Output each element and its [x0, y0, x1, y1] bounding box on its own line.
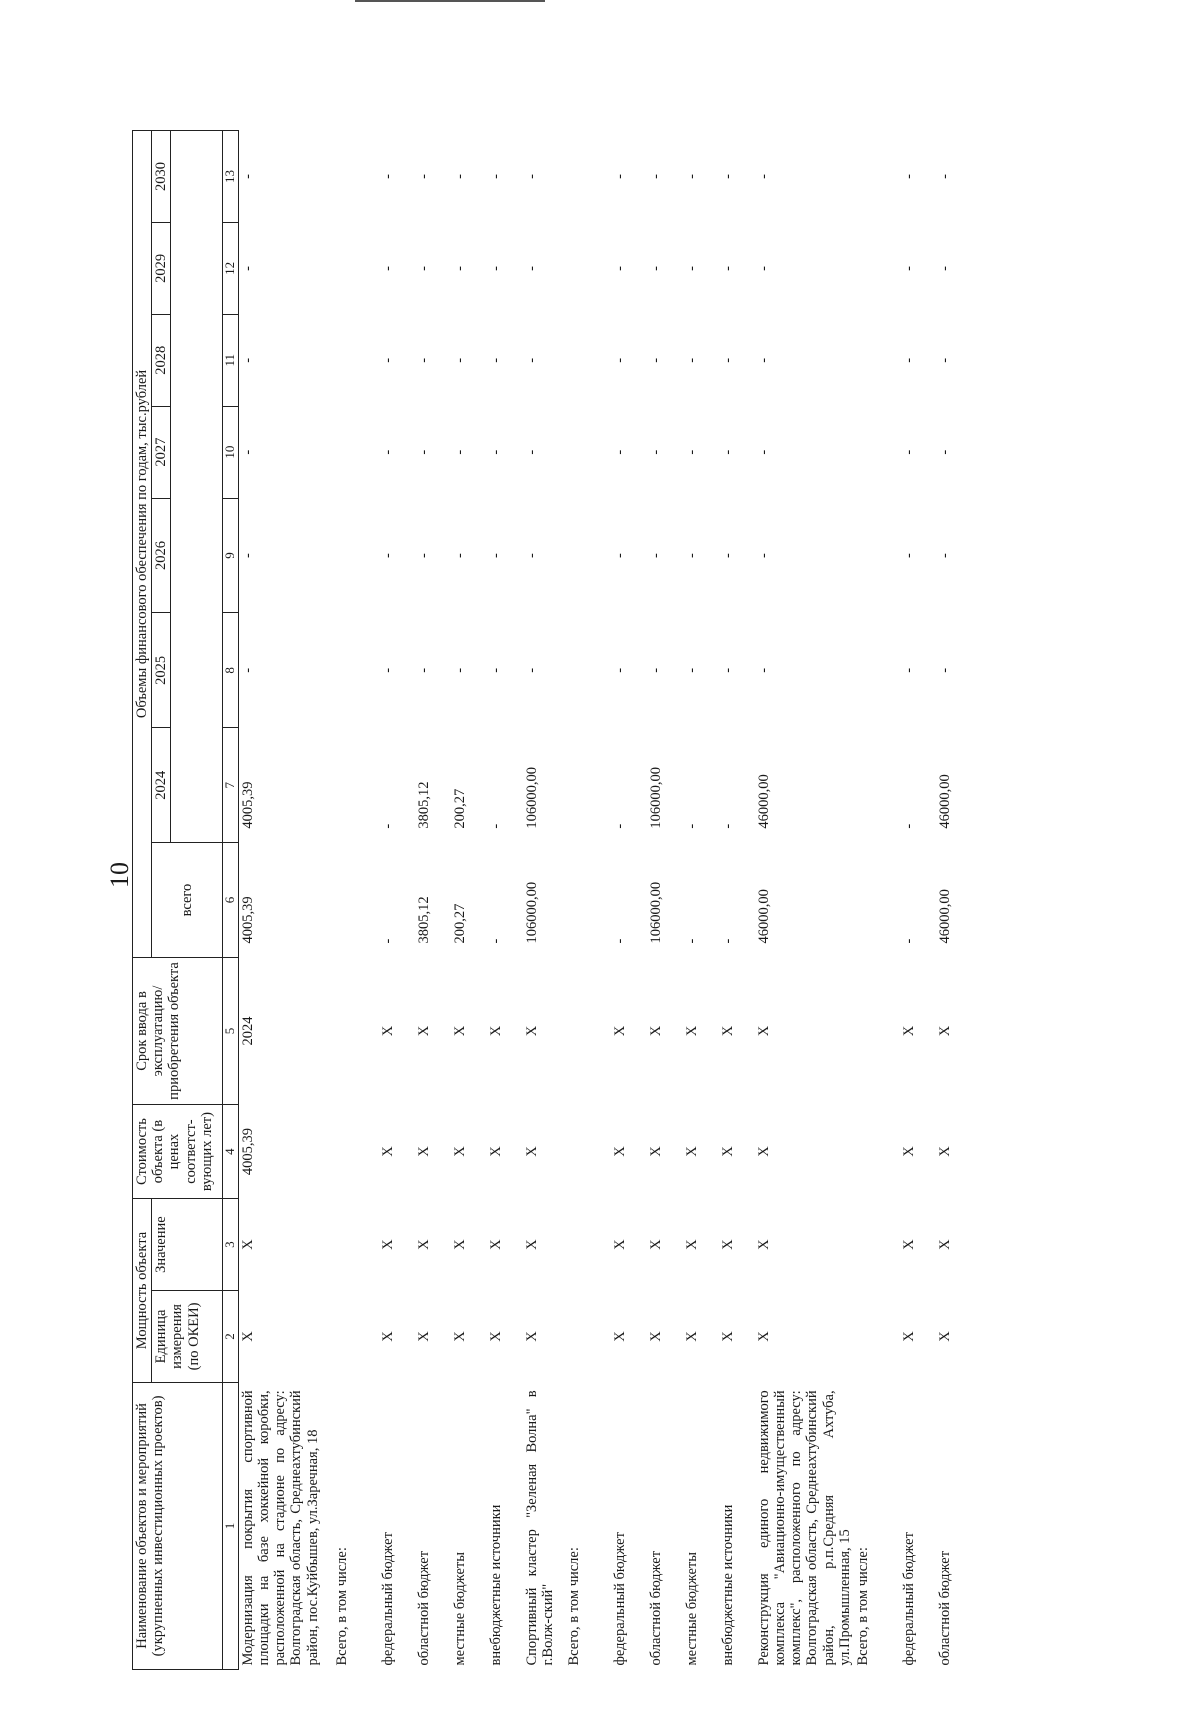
table-cell: 106000,00 [523, 767, 540, 829]
table-cell: X [415, 1025, 432, 1037]
top-scan-line [355, 0, 545, 2]
table-cell [854, 406, 900, 498]
table-cell: - [755, 667, 772, 673]
table-cell: X [901, 1025, 918, 1037]
table-cell: - [755, 265, 772, 271]
table-cell: - [239, 265, 256, 271]
table-cell: - [901, 265, 918, 271]
table-cell: X [523, 1146, 540, 1157]
table-cell: - [611, 265, 628, 271]
table-row [487, 131, 523, 1670]
table-cell: - [647, 449, 664, 455]
table-cell: - [683, 265, 700, 271]
table-cell: X [379, 1025, 396, 1037]
table-cell [565, 957, 611, 1104]
table-cell: - [937, 357, 954, 363]
table-cell: 3805,12 [415, 896, 432, 944]
table-cell: X [937, 1146, 954, 1157]
table-cell [565, 1291, 611, 1383]
header-year: 2026 [152, 498, 171, 613]
table-cell: - [379, 667, 396, 673]
header-col1: Наименование объектов и мероприятий (укрупненных инвестиционных проектов) [133, 1382, 223, 1669]
financing-table [132, 130, 972, 1670]
table-cell [333, 131, 379, 223]
table-cell [333, 222, 379, 314]
table-cell: - [937, 174, 954, 179]
table-cell: 4005,39 [239, 1128, 256, 1176]
table-cell: - [415, 265, 432, 271]
table-cell: X [379, 1239, 396, 1250]
table-cell: X [523, 1331, 540, 1342]
table-cell: X [683, 1025, 700, 1037]
page-number: 10 [105, 862, 134, 888]
table-cell: X [683, 1239, 700, 1250]
table-cell: X [487, 1331, 504, 1342]
table-cell [333, 728, 379, 843]
table-cell: - [683, 449, 700, 455]
row-label: Всего, в том числе: [333, 1547, 350, 1666]
header-spacer [171, 131, 223, 843]
row-label: федеральный бюджет [901, 1532, 918, 1666]
table-body [238, 131, 972, 1670]
table-cell: 200,27 [451, 903, 468, 944]
table-cell: - [451, 174, 468, 179]
header-year: 2028 [152, 314, 171, 406]
header-unit: Единица измерения (по ОКЕИ) [152, 1291, 223, 1383]
table-cell: - [611, 174, 628, 179]
table-cell [854, 1199, 900, 1291]
row-label: областной бюджет [937, 1550, 954, 1666]
table-cell: - [647, 553, 664, 558]
table-cell: X [647, 1331, 664, 1342]
table-cell [565, 1104, 611, 1198]
row-label: областной бюджет [647, 1550, 664, 1666]
table-cell: - [487, 667, 504, 673]
table-cell: - [523, 174, 540, 179]
table-cell: 46000,00 [937, 774, 954, 829]
table-cell: - [901, 553, 918, 558]
table-cell: - [415, 553, 432, 558]
table-cell: X [239, 1331, 256, 1342]
table-cell: - [683, 357, 700, 363]
table-cell: X [611, 1146, 628, 1157]
table-cell: - [487, 553, 504, 558]
column-number: 8 [223, 613, 238, 728]
table-cell [854, 314, 900, 406]
table-cell: - [611, 667, 628, 673]
table-cell: X [647, 1025, 664, 1037]
table-cell: - [487, 265, 504, 271]
row-label: Всего, в том числе: [855, 1547, 872, 1666]
table-cell [565, 728, 611, 843]
table-cell: - [901, 357, 918, 363]
table-cell: 4005,39 [239, 896, 256, 944]
table-cell: - [683, 823, 700, 829]
table-cell: X [937, 1025, 954, 1037]
column-number: 3 [223, 1199, 238, 1291]
column-number: 6 [223, 843, 238, 958]
table-row [238, 131, 333, 1670]
table-cell: X [611, 1331, 628, 1342]
table-cell: - [523, 265, 540, 271]
header-cost: Стоимость объекта (в ценах соответст-вующих лет) [133, 1104, 223, 1198]
table-row [379, 131, 415, 1670]
column-number: 1 [223, 1382, 238, 1669]
table-cell [333, 1104, 379, 1198]
table-cell: - [611, 357, 628, 363]
row-label: Спортивный кластер "Зеленая Волна" в г.Волж-ский" [523, 1390, 556, 1666]
table-cell: X [719, 1331, 736, 1342]
row-label: внебюджетные источники [719, 1504, 736, 1666]
table-cell [854, 1104, 900, 1198]
table-cell: - [487, 449, 504, 455]
table-row [565, 131, 611, 1670]
table-cell: X [451, 1025, 468, 1037]
table-cell [565, 222, 611, 314]
table-cell [333, 498, 379, 613]
column-number: 7 [223, 728, 238, 843]
table-cell: - [487, 357, 504, 363]
table-cell: - [719, 265, 736, 271]
table-cell: X [451, 1146, 468, 1157]
column-number: 11 [223, 314, 238, 406]
table-cell: - [719, 357, 736, 363]
table-cell [333, 1291, 379, 1383]
row-label: Реконструкция единого недвижимого комплекса "Авиационно-имущественный комплекс", расположенного по адресу: Волгоградская область, Среднеахтубинский район, р.п.Средняя Ахтуба, ул.Промышленная, 15 [755, 1390, 853, 1666]
table-cell: X [451, 1239, 468, 1250]
table-cell: - [487, 823, 504, 829]
table-cell: - [755, 553, 772, 558]
row-label: федеральный бюджет [379, 1532, 396, 1666]
column-number: 12 [223, 222, 238, 314]
table-row [415, 131, 451, 1670]
table-cell: X [487, 1239, 504, 1250]
header-term: Срок ввода в эксплуатацию/ приобретения объекта [133, 957, 223, 1104]
table-cell: - [901, 667, 918, 673]
column-number: 13 [223, 131, 238, 223]
table-cell: X [487, 1025, 504, 1037]
table-cell: - [487, 174, 504, 179]
table-cell: - [611, 938, 628, 944]
table-cell: 46000,00 [755, 774, 772, 829]
table-cell: - [901, 449, 918, 455]
table-row [451, 131, 487, 1670]
table-cell: - [379, 265, 396, 271]
table-cell: 3805,12 [415, 781, 432, 829]
table-cell: X [937, 1331, 954, 1342]
table-cell: - [611, 553, 628, 558]
header-power: Мощность объекта [133, 1199, 152, 1383]
table-row [936, 131, 972, 1670]
column-number: 5 [223, 957, 238, 1104]
table-cell: - [451, 357, 468, 363]
table-cell: - [451, 667, 468, 673]
table-cell: - [415, 357, 432, 363]
table-cell: X [683, 1146, 700, 1157]
table-cell: - [415, 667, 432, 673]
table-cell: - [647, 174, 664, 179]
table-cell: - [647, 265, 664, 271]
table-cell: X [901, 1331, 918, 1342]
table-cell: - [755, 449, 772, 455]
table-cell: - [451, 265, 468, 271]
table-cell: X [647, 1239, 664, 1250]
table-cell: - [415, 174, 432, 179]
table-cell [333, 314, 379, 406]
table-cell: X [647, 1146, 664, 1157]
table-cell: - [937, 667, 954, 673]
row-label: Всего, в том числе: [565, 1547, 582, 1666]
table-cell [333, 406, 379, 498]
table-cell: 200,27 [451, 788, 468, 829]
table-cell: X [487, 1146, 504, 1157]
table-cell [333, 957, 379, 1104]
table-cell [565, 613, 611, 728]
table-row [333, 131, 379, 1670]
table-row [755, 131, 854, 1670]
table-row [647, 131, 683, 1670]
table-cell: - [937, 265, 954, 271]
table-cell: - [487, 938, 504, 944]
table-cell [565, 843, 611, 958]
table-cell [854, 131, 900, 223]
table-cell [565, 498, 611, 613]
table-cell [854, 957, 900, 1104]
table-cell: X [901, 1146, 918, 1157]
header-year: 2024 [152, 728, 171, 843]
table-cell: - [647, 357, 664, 363]
table-cell [854, 613, 900, 728]
table-row [854, 131, 900, 1670]
table-cell: - [523, 357, 540, 363]
table-cell: - [719, 823, 736, 829]
table-cell [854, 498, 900, 613]
table-cell: X [523, 1239, 540, 1250]
table-cell: - [523, 553, 540, 558]
rotated-table-container [132, 130, 1062, 1670]
header-total: всего [152, 843, 223, 958]
table-cell: - [719, 667, 736, 673]
column-number: 4 [223, 1104, 238, 1198]
table-cell: - [719, 174, 736, 179]
table-cell [565, 406, 611, 498]
table-cell: - [647, 667, 664, 673]
table-cell: - [719, 449, 736, 455]
table-cell: - [379, 449, 396, 455]
table-cell [333, 613, 379, 728]
table-cell: - [451, 553, 468, 558]
header-year: 2025 [152, 613, 171, 728]
table-cell: - [683, 553, 700, 558]
table-cell [333, 1199, 379, 1291]
table-cell: - [901, 174, 918, 179]
table-cell: X [611, 1239, 628, 1250]
table-cell: - [937, 449, 954, 455]
table-cell: - [611, 449, 628, 455]
table-cell: X [611, 1025, 628, 1037]
table-row [719, 131, 755, 1670]
table-cell: - [683, 174, 700, 179]
table-cell: X [719, 1025, 736, 1037]
table-cell: X [415, 1239, 432, 1250]
table-cell: - [755, 357, 772, 363]
table-cell: X [755, 1146, 772, 1157]
table-cell: X [451, 1331, 468, 1342]
table-cell [565, 314, 611, 406]
table-cell [854, 728, 900, 843]
table-cell: X [379, 1146, 396, 1157]
table-cell: - [239, 174, 256, 179]
table-cell: X [719, 1146, 736, 1157]
table-cell: - [611, 823, 628, 829]
table-cell: - [379, 938, 396, 944]
row-label: внебюджетные источники [487, 1504, 504, 1666]
table-cell [854, 1291, 900, 1383]
column-number: 10 [223, 406, 238, 498]
table-cell: - [755, 174, 772, 179]
table-cell: - [239, 357, 256, 363]
table-cell: - [379, 174, 396, 179]
table-cell: - [683, 667, 700, 673]
table-cell: - [937, 553, 954, 558]
table-cell: X [415, 1146, 432, 1157]
header-volumes: Объемы финансового обеспечения по годам, тыс.рублей [133, 131, 152, 958]
table-cell: X [937, 1239, 954, 1250]
table-cell: X [719, 1239, 736, 1250]
row-label: областной бюджет [415, 1550, 432, 1666]
table-cell: - [239, 553, 256, 558]
table-cell: - [719, 553, 736, 558]
table-cell: X [379, 1331, 396, 1342]
table-cell: - [523, 449, 540, 455]
header-year: 2029 [152, 222, 171, 314]
header-year: 2030 [152, 131, 171, 223]
table-cell: - [379, 823, 396, 829]
table-cell: X [239, 1239, 256, 1250]
table-cell: - [683, 938, 700, 944]
column-number: 9 [223, 498, 238, 613]
table-cell: - [239, 449, 256, 455]
row-label: федеральный бюджет [611, 1532, 628, 1666]
table-cell: - [523, 667, 540, 673]
table-row [611, 131, 647, 1670]
row-label: местные бюджеты [683, 1551, 700, 1666]
table-cell [565, 131, 611, 223]
table-cell: X [523, 1025, 540, 1037]
table-cell: 46000,00 [937, 889, 954, 944]
table-cell: - [901, 938, 918, 944]
table-cell: - [239, 667, 256, 673]
table-cell: 4005,39 [239, 781, 256, 829]
table-cell: - [415, 449, 432, 455]
table-cell: 2024 [239, 1016, 256, 1046]
table-cell: X [901, 1239, 918, 1250]
table-cell: X [415, 1331, 432, 1342]
table-cell: - [901, 823, 918, 829]
table-cell: X [683, 1331, 700, 1342]
table-row [900, 131, 936, 1670]
table-cell: X [755, 1331, 772, 1342]
table-cell: - [719, 938, 736, 944]
header-value: Значение [152, 1199, 223, 1291]
row-label: местные бюджеты [451, 1551, 468, 1666]
table-cell: 106000,00 [647, 767, 664, 829]
table-row [683, 131, 719, 1670]
table-cell: - [379, 553, 396, 558]
table-cell: 46000,00 [755, 889, 772, 944]
column-number: 2 [223, 1291, 238, 1383]
table-cell: X [755, 1239, 772, 1250]
table-row [523, 131, 565, 1670]
table-cell: - [379, 357, 396, 363]
table-cell [854, 843, 900, 958]
table-cell [854, 222, 900, 314]
table-cell [565, 1199, 611, 1291]
table-cell [333, 843, 379, 958]
table-cell: 106000,00 [523, 881, 540, 944]
header-year: 2027 [152, 406, 171, 498]
table-cell: 106000,00 [647, 881, 664, 944]
table-cell: - [451, 449, 468, 455]
table-cell: X [755, 1025, 772, 1037]
row-label: Модернизация покрытия спортивной площадки на базе хоккейной коробки, расположенной на стадионе по адресу: Волгоградская область, Среднеахтубинский район, пос.Куйбышев, ул.Заречная, 18 [239, 1390, 321, 1666]
